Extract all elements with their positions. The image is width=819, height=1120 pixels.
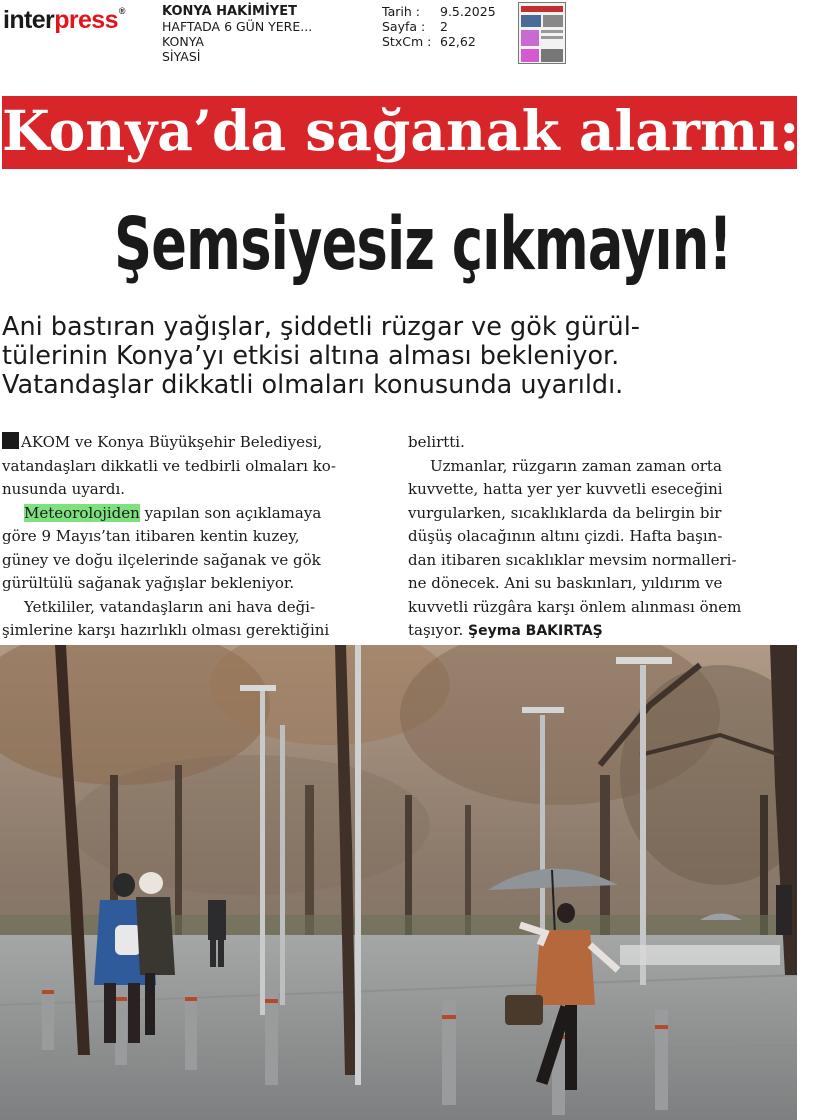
article-photo bbox=[0, 645, 797, 1120]
body-line: vatandaşları dikkatli ve tedbirli olmaları ko- bbox=[2, 456, 336, 475]
deck-line: Vatandaşlar dikkatli olmaları konusunda uyarıldı. bbox=[2, 370, 624, 400]
publication-info bbox=[162, 4, 312, 64]
meta-row-page bbox=[382, 19, 496, 34]
kicker-title: Konya’da sağanak alarmı: bbox=[2, 98, 800, 163]
article-column-left bbox=[2, 431, 392, 643]
meta-page-value: 2 bbox=[440, 19, 448, 34]
logo-registered-mark: ® bbox=[118, 6, 125, 16]
body-line: Meteorolojiden yapılan son açıklamaya bbox=[24, 503, 322, 522]
body-line: nusunda uyardı. bbox=[2, 480, 126, 498]
publication-city: KONYA bbox=[162, 34, 204, 49]
highlighted-word: Meteorolojiden bbox=[24, 503, 140, 522]
meta-stxcm-value: 62,62 bbox=[440, 34, 476, 49]
body-line: kuvvetli rüzgâra karşı önlem alınması önem bbox=[408, 597, 742, 616]
body-line: güney ve doğu ilçelerinde sağanak ve gök bbox=[2, 550, 321, 569]
meta-stxcm-label: StxCm : bbox=[382, 34, 432, 49]
author-byline: Şeyma BAKIRTAŞ bbox=[468, 623, 603, 639]
meta-date-label: Tarih : bbox=[382, 4, 420, 19]
publication-frequency: HAFTADA 6 GÜN YERE... bbox=[162, 19, 313, 34]
kicker-banner bbox=[2, 96, 800, 169]
paragraph-square-bullet bbox=[2, 432, 19, 449]
logo-inter-text: inter bbox=[3, 6, 55, 34]
body-line: şimlerine karşı hazırlıklı olması gerektiğini bbox=[2, 621, 330, 639]
deck-line: tülerinin Konya’yı etkisi altına alması bekleniyor. bbox=[2, 341, 620, 371]
body-line: göre 9 Mayıs’tan itibaren kentin kuzey, bbox=[2, 527, 300, 545]
article-deck bbox=[2, 313, 799, 400]
publication-name: KONYA HAKİMİYET bbox=[162, 4, 297, 19]
body-line: taşıyor. Şeyma BAKIRTAŞ bbox=[408, 621, 603, 639]
body-line: kuvvette, hatta yer yer kuvvetli eseceğini bbox=[408, 480, 723, 498]
body-line: dan itibaren sıcaklıklar mevsim normalleri- bbox=[408, 550, 737, 569]
publication-section: SİYASİ bbox=[162, 49, 201, 64]
body-line: ne dönecek. Ani su baskınları, yıldırım ve bbox=[408, 574, 723, 592]
body-line: düşüş olacağının altını çizdi. Hafta başın- bbox=[408, 527, 723, 545]
main-headline: Şemsiyesiz çıkmayın! bbox=[114, 202, 732, 287]
body-line: belirtti. bbox=[408, 433, 465, 451]
interpress-logo bbox=[3, 6, 125, 35]
page-thumbnail[interactable] bbox=[518, 2, 566, 64]
article-column-right bbox=[408, 431, 800, 644]
meta-date-value: 9.5.2025 bbox=[440, 4, 496, 19]
body-line: vurgularken, sıcaklıklarda da belirgin bir bbox=[408, 503, 722, 522]
body-line: Yetkililer, vatandaşların ani hava deği- bbox=[24, 597, 316, 616]
body-line: Uzmanlar, rüzgarın zaman zaman orta bbox=[430, 456, 722, 475]
body-line: gürültülü sağanak yağışlar bekleniyor. bbox=[2, 574, 295, 592]
deck-line: Ani bastıran yağışlar, şiddetli rüzgar ve gök gürül- bbox=[2, 312, 640, 342]
meta-row-stxcm bbox=[382, 34, 496, 49]
logo-press-text: press bbox=[54, 6, 118, 34]
meta-page-label: Sayfa : bbox=[382, 19, 426, 34]
body-line: AKOM ve Konya Büyükşehir Belediyesi, bbox=[2, 431, 392, 455]
clipping-meta bbox=[382, 4, 496, 49]
meta-row-date bbox=[382, 4, 496, 19]
